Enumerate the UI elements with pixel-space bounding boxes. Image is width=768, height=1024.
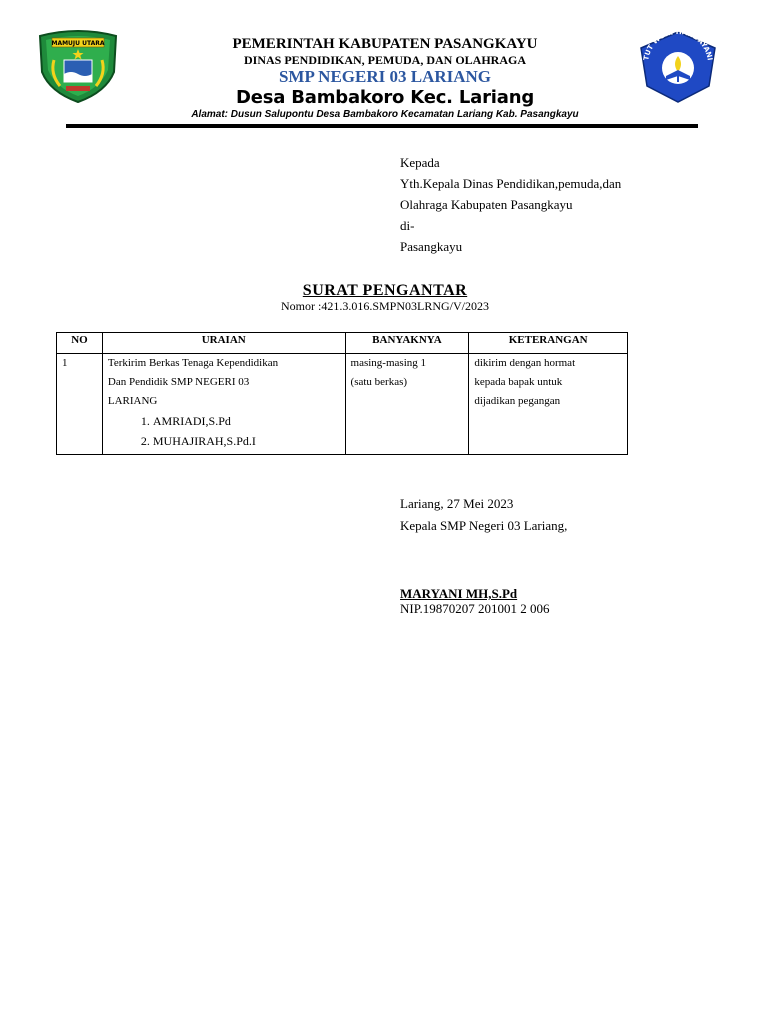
letter-number: Nomor :421.3.016.SMPN03LRNG/V/2023 bbox=[280, 299, 489, 313]
signatory-position: Kepala SMP Negeri 03 Lariang, bbox=[400, 518, 568, 533]
signatory-name: MARYANI MH,S.Pd bbox=[400, 586, 518, 601]
cell-banyaknya bbox=[345, 354, 469, 455]
tut-wuri-logo-text: TUT WURI HANDAYANI bbox=[642, 30, 714, 62]
place-date: Lariang, 27 Mei 2023 bbox=[400, 496, 514, 511]
letter-title: SURAT PENGANTAR bbox=[302, 282, 468, 299]
list-item: 2. MUHAJIRAH,S.Pd.I bbox=[153, 431, 340, 451]
recipient-line: di- bbox=[400, 218, 415, 233]
school-name: SMP NEGERI 03 LARIANG bbox=[278, 67, 492, 86]
uraian-line: Dan Pendidik SMP NEGERI 03 bbox=[107, 376, 250, 388]
recipient-line: Yth.Kepala Dinas Pendidikan,pemuda,dan bbox=[400, 176, 622, 191]
kabupaten-logo bbox=[36, 30, 120, 104]
column-header-uraian: URAIAN bbox=[102, 333, 345, 354]
items-table bbox=[56, 332, 628, 455]
column-header-banyaknya: BANYAKNYA bbox=[345, 333, 469, 354]
list-item: 1. AMRIADI,S.Pd bbox=[153, 411, 340, 431]
keterangan-line: dikirim dengan hormat bbox=[474, 357, 576, 369]
village-name: Desa Bambakoro Kec. Lariang bbox=[235, 87, 535, 108]
uraian-line: Terkirim Berkas Tenaga Kependidikan bbox=[107, 357, 279, 369]
uraian-line: LARIANG bbox=[107, 395, 158, 407]
recipient-line: Pasangkayu bbox=[400, 239, 463, 254]
department-heading: DINAS PENDIDIKAN, PEMUDA, DAN OLAHRAGA bbox=[243, 53, 526, 67]
cell-uraian bbox=[102, 354, 345, 455]
recipient-line: Kepada bbox=[400, 155, 440, 170]
cell-no bbox=[57, 354, 103, 455]
school-address: Alamat: Dusun Salupontu Desa Bambakoro Kecamatan Lariang Kab. Pasangkayu bbox=[191, 109, 579, 120]
banyaknya-line: masing-masing 1 bbox=[350, 357, 426, 369]
tut-wuri-handayani-logo bbox=[636, 30, 720, 104]
table-row bbox=[57, 354, 628, 455]
row-number: 1 bbox=[62, 357, 68, 369]
cell-keterangan bbox=[469, 354, 628, 455]
keterangan-line: dijadikan pegangan bbox=[474, 395, 561, 407]
keterangan-line: kepada bapak untuk bbox=[474, 376, 563, 388]
government-heading: PEMERINTAH KABUPATEN PASANGKAYU bbox=[232, 36, 538, 52]
table-header-row bbox=[57, 333, 628, 354]
signatory-nip: NIP.19870207 201001 2 006 bbox=[400, 601, 550, 616]
letterhead-divider bbox=[66, 124, 698, 128]
kabupaten-logo-text: MAMUJU UTARA bbox=[51, 40, 105, 47]
banyaknya-line: (satu berkas) bbox=[350, 376, 408, 388]
column-header-no: NO bbox=[57, 333, 103, 354]
column-header-keterangan: KETERANGAN bbox=[469, 333, 628, 354]
names-list bbox=[108, 411, 340, 451]
recipient-line: Olahraga Kabupaten Pasangkayu bbox=[400, 197, 573, 212]
